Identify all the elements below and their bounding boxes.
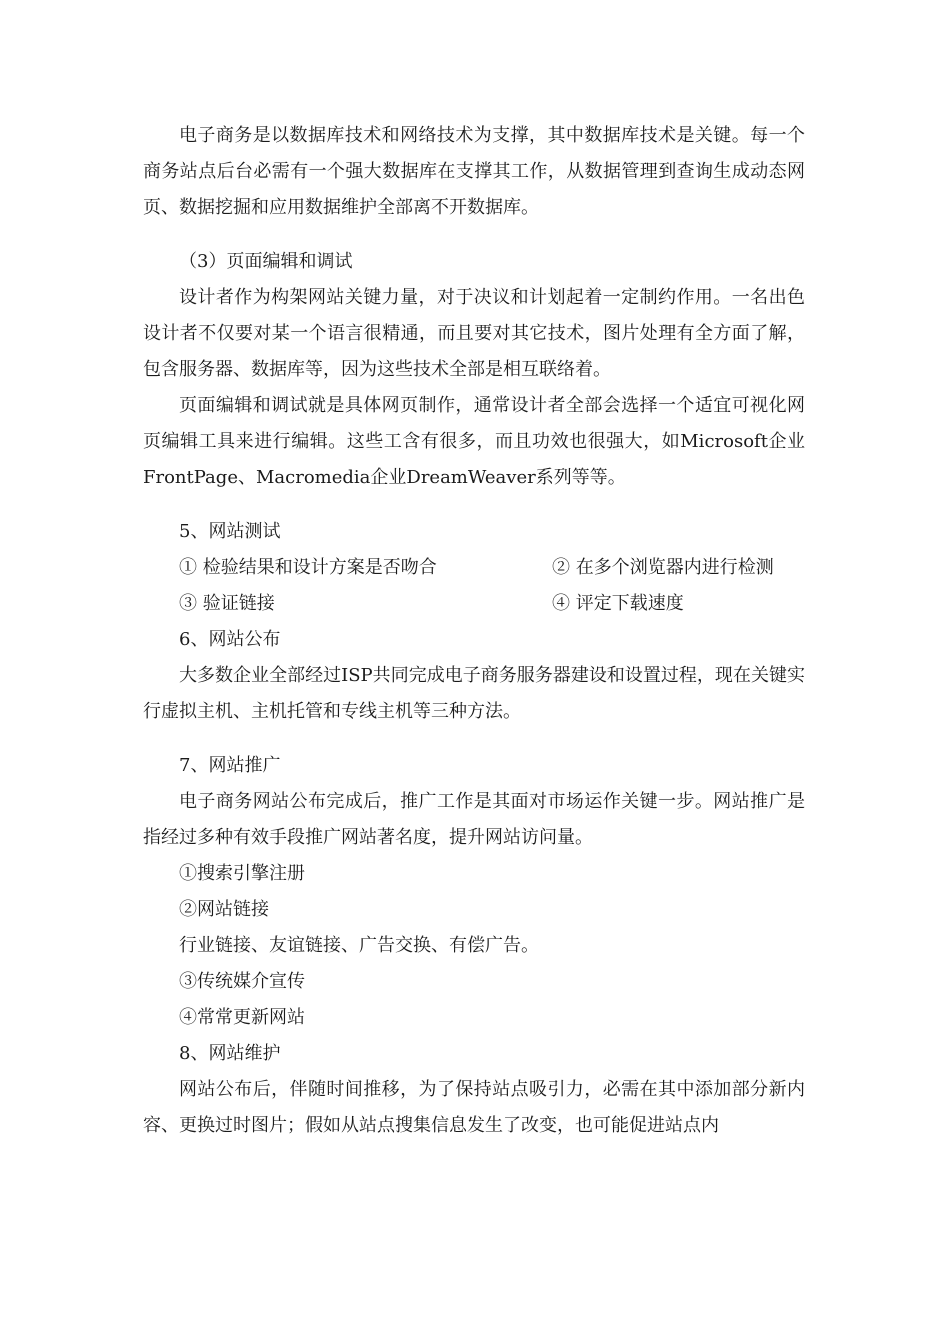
test-item: ① 检验结果和设计方案是否吻合 [179, 557, 437, 578]
list-item: 行业链接、友谊链接、广告交换、有偿广告。 [179, 935, 539, 956]
test-item: ④ 评定下载速度 [552, 593, 684, 614]
paragraph-maintenance: 网站公布后，伴随时间推移，为了保持站点吸引力，必需在其中添加部分新内容、更换过时图片；假如从站点搜集信息发生了改变，也可能促进站点内 [143, 1079, 805, 1136]
list-item: ①搜索引擎注册 [179, 863, 305, 884]
paragraph-promotion: 电子商务网站公布完成后，推广工作是其面对市场运作关键一步。网站推广是指经过多种有效手段推广网站著名度，提升网站访问量。 [143, 791, 805, 848]
paragraph-isp: 大多数企业全部经过ISP共同完成电子商务服务器建设和设置过程，现在关键实行虚拟主机、主机托管和专线主机等三种方法。 [143, 665, 805, 722]
test-item: ③ 验证链接 [179, 593, 275, 614]
heading-page-editing: （3）页面编辑和调试 [179, 251, 353, 272]
heading-site-publish: 6、网站公布 [179, 629, 281, 650]
spacer [143, 496, 805, 514]
list-item: ③传统媒介宣传 [179, 971, 305, 992]
heading-site-testing: 5、网站测试 [179, 521, 281, 542]
test-items-row-1 [143, 550, 805, 586]
document-page [143, 118, 805, 1144]
paragraph-editing-tools: 页面编辑和调试就是具体网页制作，通常设计者全部会选择一个适宜可视化网页编辑工具来进行编辑。这些工含有很多，而且功效也很强大，如Microsoft企业FrontPage、Macromedia企业DreamWeaver系列等等。 [143, 395, 805, 488]
list-item: ②网站链接 [179, 899, 269, 920]
spacer [143, 226, 805, 244]
test-item: ② 在多个浏览器内进行检测 [552, 557, 774, 578]
heading-site-promotion: 7、网站推广 [179, 755, 281, 776]
list-item: ④常常更新网站 [179, 1007, 305, 1028]
spacer [143, 730, 805, 748]
heading-site-maintenance: 8、网站维护 [179, 1043, 281, 1064]
test-items-row-2 [143, 586, 805, 622]
paragraph-database: 电子商务是以数据库技术和网络技术为支撑，其中数据库技术是关键。每一个商务站点后台必需有一个强大数据库在支撑其工作，从数据管理到查询生成动态网页、数据挖掘和应用数据维护全部离不开数据库。 [143, 125, 805, 218]
paragraph-designer: 设计者作为构架网站关键力量，对于决议和计划起着一定制约作用。一名出色设计者不仅要对某一个语言很精通，而且要对其它技术，图片处理有全方面了解，包含服务器、数据库等，因为这些技术全部是相互联络着。 [143, 287, 805, 380]
